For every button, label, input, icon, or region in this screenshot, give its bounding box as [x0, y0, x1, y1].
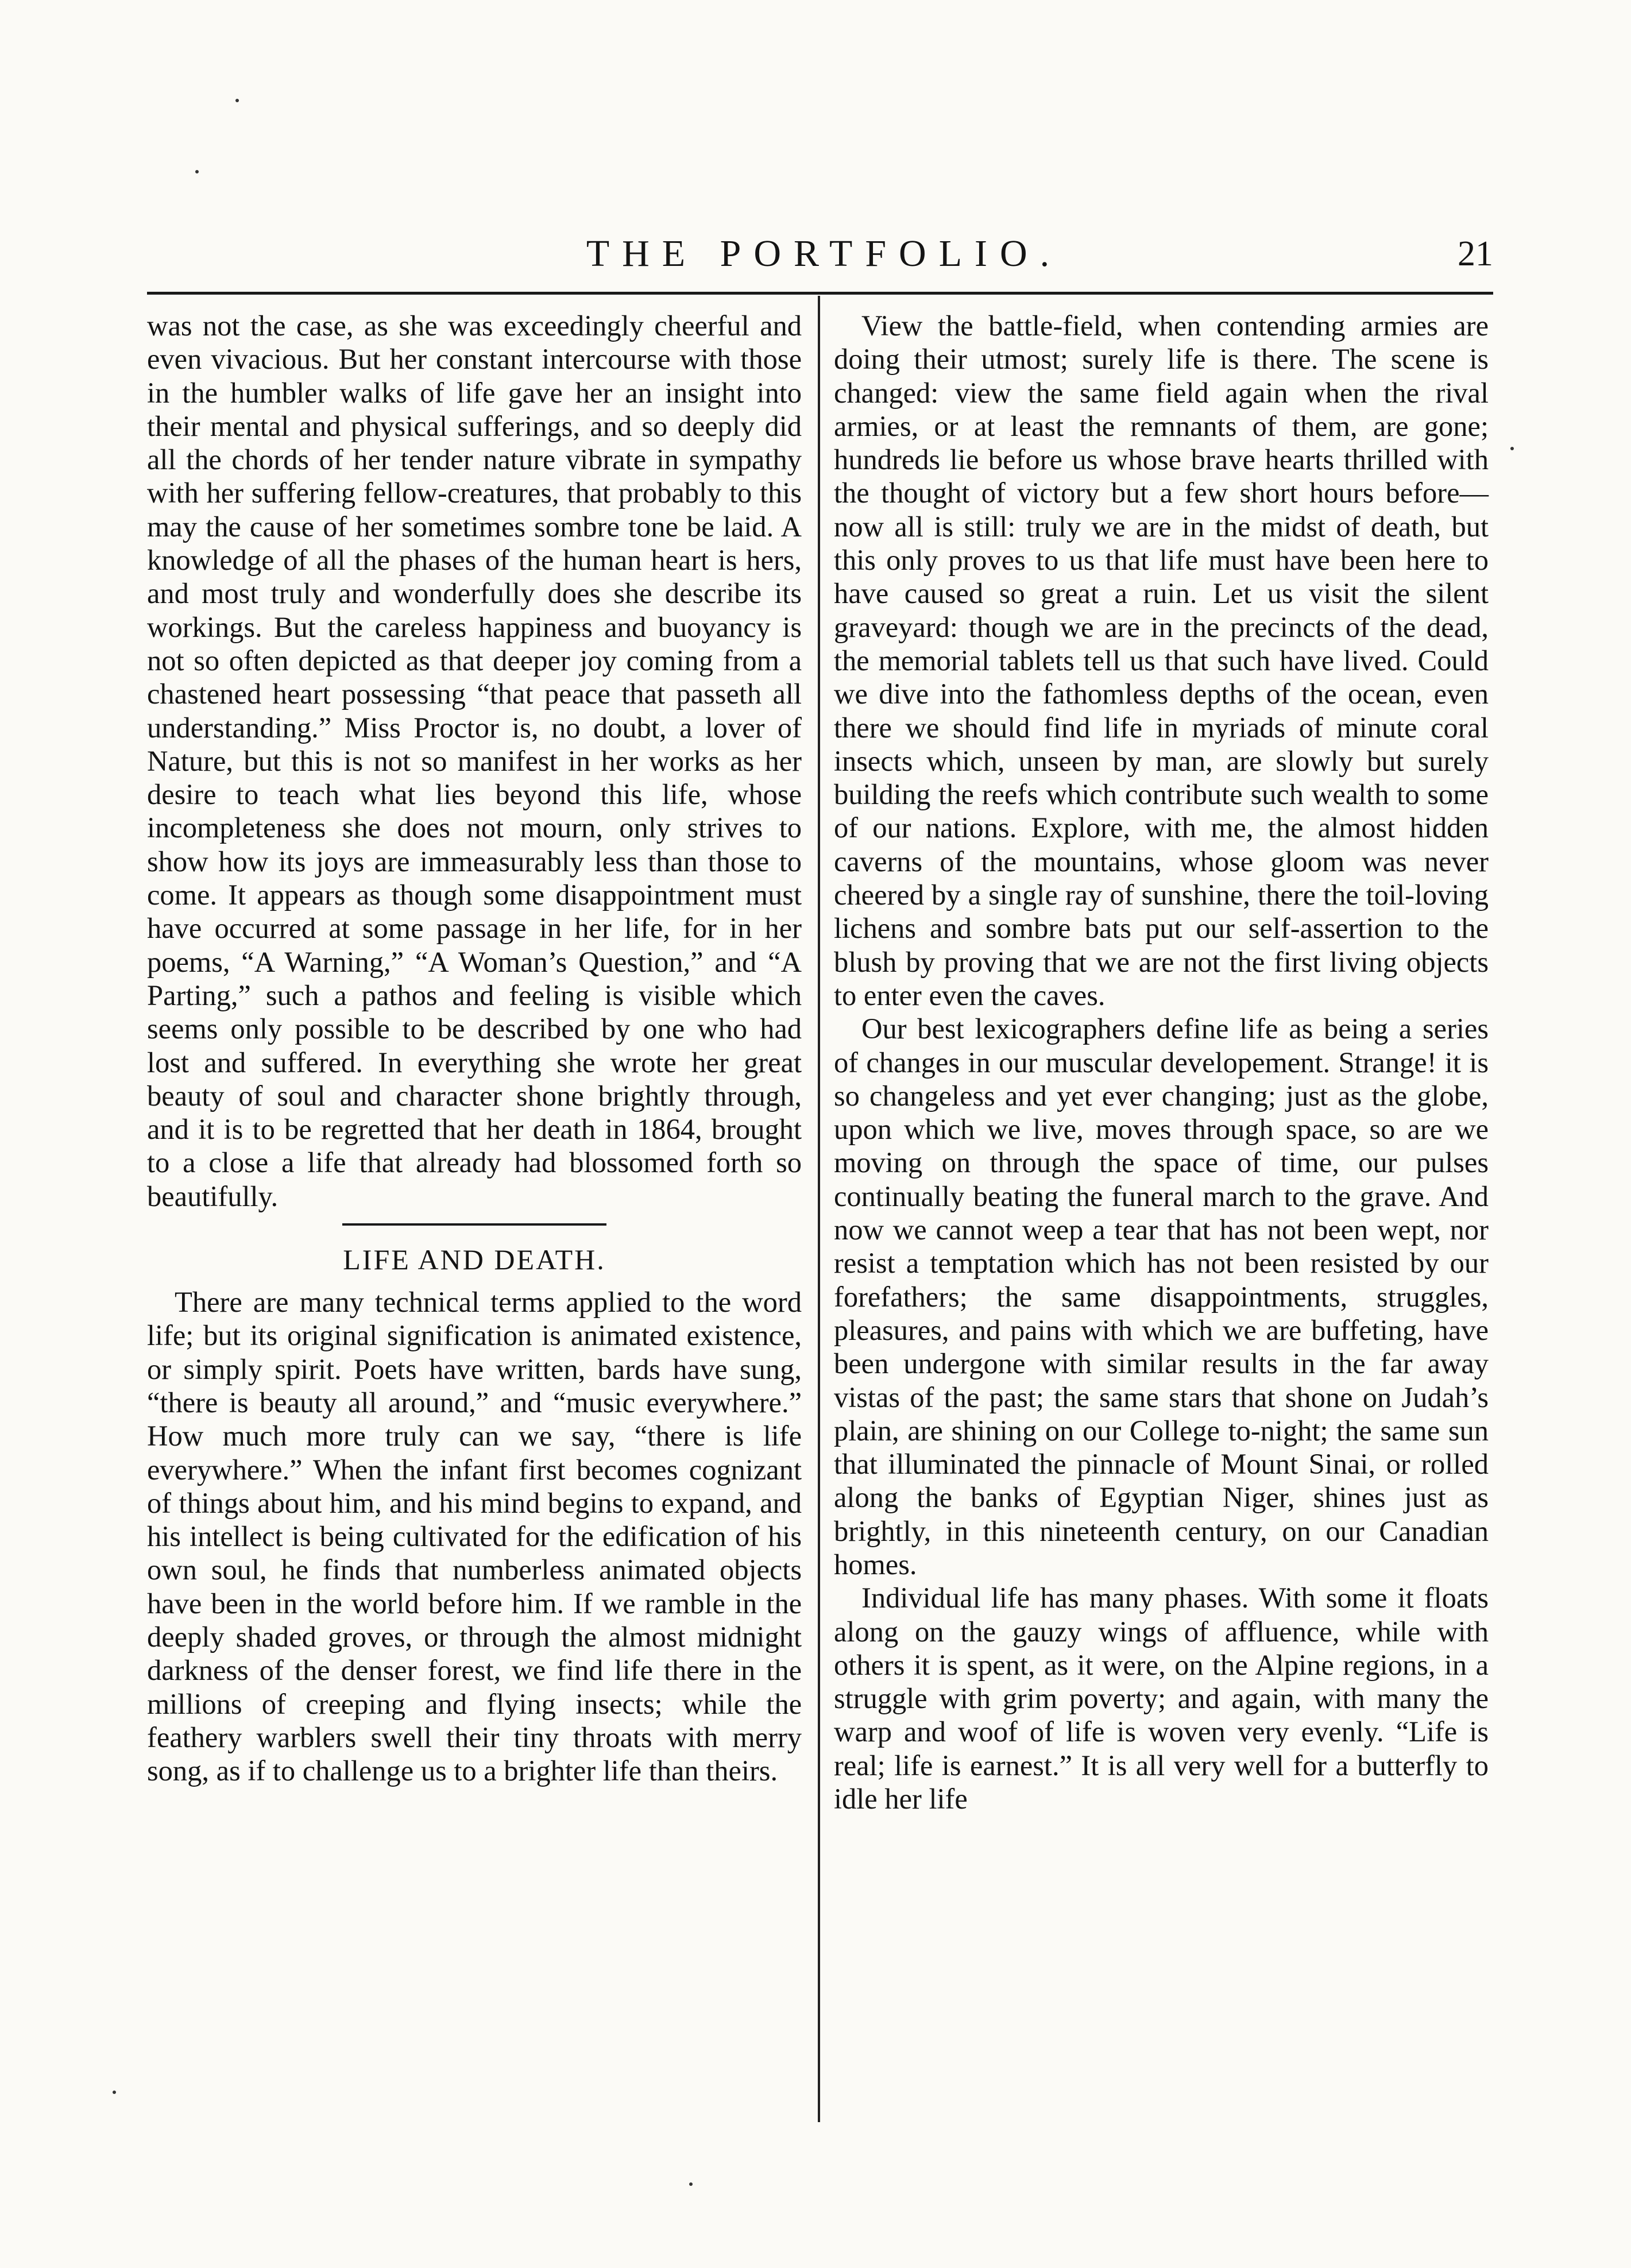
- paper-speck: [689, 2182, 693, 2186]
- left-paragraph-continued: was not the case, as she was exceedingly cheerful and even vivacious. But her constant intercourse with those in the humbler walks of life gave her an insight into their mental and physical sufferings, and so deeply did all the chords of her tender nature vibrate in sympathy with her suffering fellow-creatures, that probably to this may the cause of her sometimes sombre tone be laid. A knowledge of all the phases of the human heart is hers, and most truly and wonderfully does she describe its workings. But the careless happiness and buoyancy is not so often depicted as that deeper joy coming from a chastened heart possessing “that peace that passeth all understanding.” Miss Proctor is, no doubt, a lover of Nature, but this is not so manifest in her works as her desire to teach what lies beyond this life, whose incompleteness she does not mourn, only strives to show how its joys are immeasurably less than those to come. It appears as though some disappointment must have occurred at some passage in her life, for in her poems, “A Warning,” “A Woman’s Question,” and “A Parting,” such a pathos and feeling is visible which seems only possible to be described by one who had lost and suffered. In everything she wrote her great beauty of soul and character shone brightly through, and it is to be regretted that her death in 1864, brought to a close a life that already had blossomed forth so beautifully.: [147, 310, 802, 1212]
- right-paragraph-individual-life: Individual life has many phases. With some it floats along on the gauzy wings of affluence, while with others it is spent, as it were, on the Alpine regions, in a struggle with grim poverty; and again, with many the warp and woof of life is woven very evenly. “Life is real; life is earnest.” It is all very well for a butterfly to idle her life: [834, 1582, 1489, 1815]
- paper-speck: [195, 170, 199, 173]
- left-column: [147, 309, 802, 1787]
- article-separator: [342, 1223, 606, 1226]
- right-paragraph-lexicographers: Our best lexicographers define life as being a series of changes in our muscular developement. Strange! it is so changeless and yet ever changing; just as the globe, upon which we live, moves through space, so are we moving on through the space of time, our pulses continually beating the funeral march to the grave. And now we cannot weep a tear that has not been wept, nor resist a temptation which has not been resisted by our forefathers; the same disappointments, struggles, pleasures, and pains with which we are buffeting, have been undergone with similar results in the far away vistas of the past; the same stars that shone on Judah’s plain, are shining on our College to-night; the same sun that illuminated the pinnacle of Mount Sinai, or rolled along the banks of Egyptian Niger, shines just as brightly, in this nineteenth century, on our Canadian homes.: [834, 1013, 1489, 1581]
- paper-speck: [113, 2091, 116, 2094]
- page-number: 21: [1458, 234, 1493, 273]
- right-paragraph-battlefield: View the battle-field, when contending armies are doing their utmost; surely life is there. The scene is changed: view the same field again when the rival armies, or at least the remnants of them, are gone; hundreds lie before us whose brave hearts thrilled with the thought of victory but a few short hours before—now all is still: truly we are in the midst of death, but this only proves to us that life must have been here to have caused so great a ruin. Let us visit the silent graveyard: though we are in the precincts of the dead, the memorial tablets tell us that such have lived. Could we dive into the fathomless depths of the ocean, even there we should find life in myriads of minute coral insects which, unseen by man, are slowly but surely building the reefs which contribute such wealth to some of our nations. Explore, with me, the almost hidden caverns of the mountains, whose gloom was never cheered by a single ray of sunshine, there the toil-loving lichens and sombre bats put our self-assertion to the blush by proving that we are not the first living objects to enter even the caves.: [834, 310, 1489, 1011]
- paper-speck: [1510, 447, 1514, 450]
- header-rule: [147, 292, 1493, 295]
- right-column: [834, 309, 1489, 1815]
- left-paragraph-life-and-death: There are many technical terms applied to the word life; but its original signification is animated existence, or simply spirit. Poets have written, bards have sung, “there is beauty all around,” and “music everywhere.” How much more truly can we say, “there is life everywhere.” When the infant first becomes cognizant of things about him, and his mind begins to expand, and his intellect is being cultivated for the edification of his own soul, he finds that numberless animated objects have been in the world before him. If we ramble in the deeply shaded groves, or through the almost midnight darkness of the denser forest, we find life there in the millions of creeping and flying insects; while the feathery warblers swell their tiny throats with merry song, as if to challenge us to a brighter life than theirs.: [147, 1286, 802, 1787]
- page-header: [155, 225, 1493, 283]
- journal-title: THE PORTFOLIO.: [586, 233, 1062, 275]
- paper-speck: [235, 99, 239, 102]
- column-divider: [818, 296, 820, 2122]
- section-heading: LIFE AND DEATH.: [343, 1243, 606, 1276]
